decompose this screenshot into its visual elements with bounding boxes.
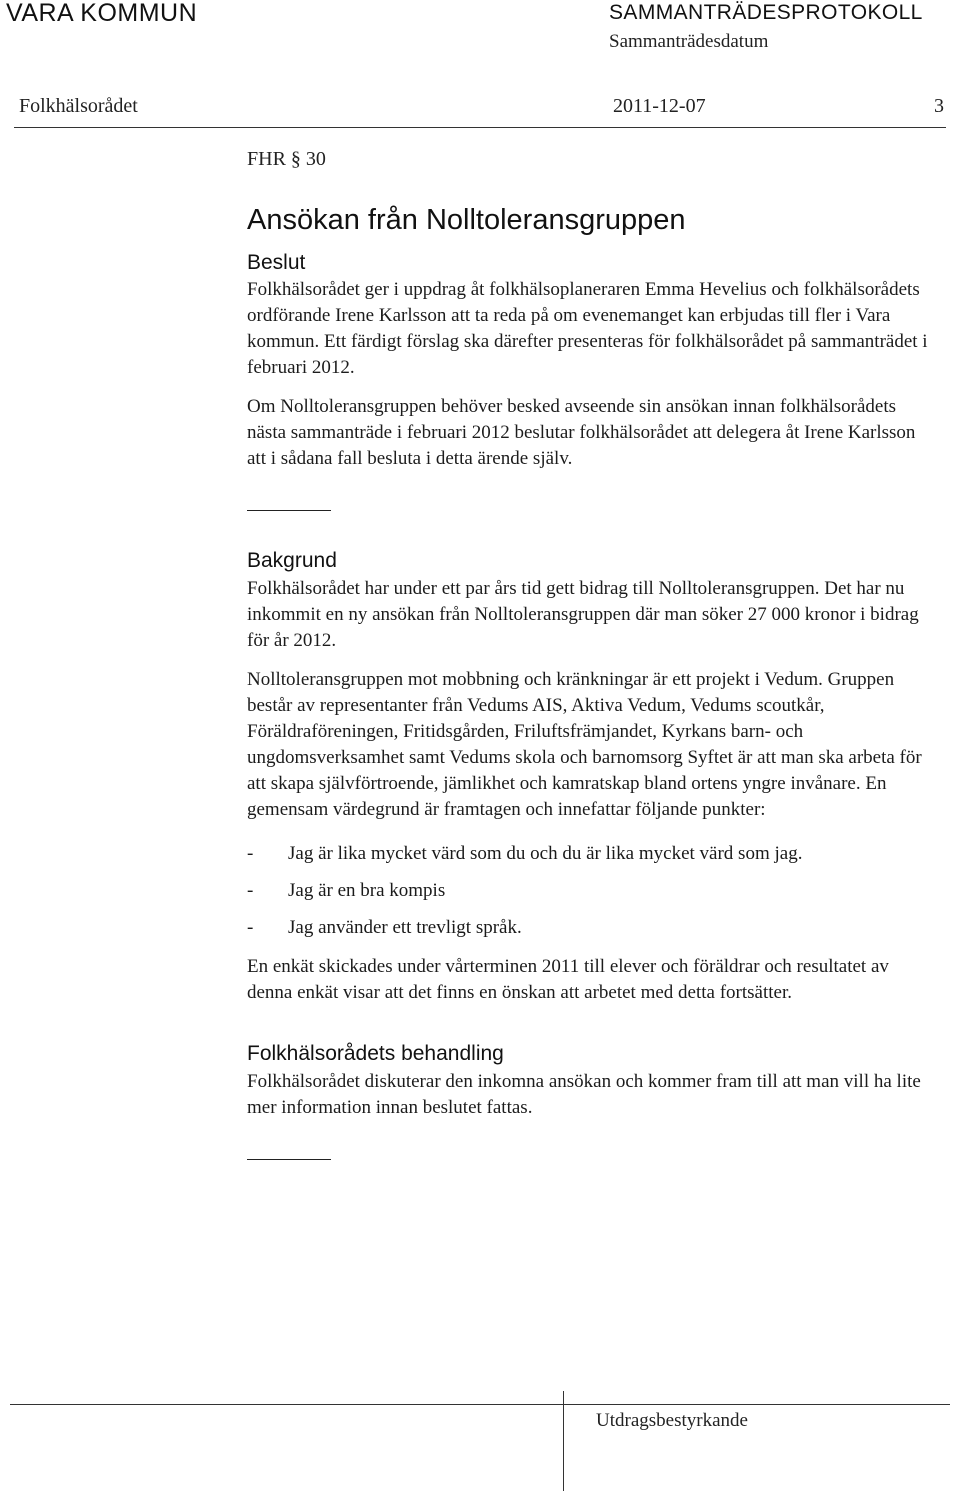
list-item [247,878,937,904]
section-divider [247,1159,331,1160]
meeting-date: 2011-12-07 [613,95,706,117]
page-number: 3 [934,95,944,117]
bullet-marker: - [247,880,254,901]
reference-prefix: FHR [247,148,286,170]
bakgrund-paragraph-1: Folkhälsorådet har under ett par års tid gett bidrag till Nolltoleransgruppen. Det har nu inkommit en ny ansökan från Nolltoleransgruppen där man söker 27 000 kronor i bidrag för år 2012. [247,578,919,651]
list-item-text: Jag är en bra kompis [288,880,446,901]
header-divider [14,127,946,128]
section-divider [247,510,331,511]
body-name: Folkhälsorådet [19,95,138,117]
reference-number: 30 [305,148,326,170]
meeting-date-label: Sammanträdesdatum [609,31,769,52]
beslut-paragraph-1: Folkhälsorådet ger i uppdrag åt folkhälsoplaneraren Emma Hevelius och folkhälsorådets ordförande Irene Karlsson att ta reda på om evenemanget kan erbjudas till fler i Vara kommun. Ett färdigt förslag ska därefter presenteras för folkhälsorådet på sammanträdet i februari 2012. [247,279,928,378]
meta-row [19,95,944,121]
document-type: SAMMANTRÄDESPROTOKOLL [609,1,923,24]
section-symbol: § [290,148,301,170]
beslut-paragraph-2: Om Nolltoleransgruppen behöver besked avseende sin ansökan innan folkhälsorådets nästa sammanträde i februari 2012 beslutar folkhälsorådet att delegera åt Irene Karlsson att i sådana fall besluta i detta ärende själv. [247,396,916,469]
value-list [247,841,937,941]
bakgrund-paragraph-2: Nolltoleransgruppen mot mobbning och kränkningar är ett projekt i Vedum. Gruppen består av representanter från Vedums AIS, Aktiva Vedum, Vedums scoutkår, Föräldraföreningen, Fritidsgården, Friluftsfrämjandet, Kyrkans barn- och ungdomsverksamhet samt Vedums skola och barnomsorg Syftet är att man ska arbeta för att skapa självförtroende, jämlikhet och kamratskap bland ortens yngre invånare. En gemensam värdegrund är framtagen och innefattar följande punkter: [247,669,922,820]
list-item [247,841,937,867]
list-item-text: Jag använder ett trevligt språk. [288,917,522,938]
bakgrund-paragraph-3: En enkät skickades under vårterminen 2011 till elever och föräldrar och resultatet av denna enkät visar att det finns en önskan att arbetet med detta fortsätter. [247,956,889,1003]
heading-behandling: Folkhälsorådets behandling [247,1042,504,1065]
heading-beslut: Beslut [247,251,306,274]
behandling-paragraph-1: Folkhälsorådet diskuterar den inkomna ansökan och kommer fram till att man vill ha lite mer information innan beslutet fattas. [247,1071,921,1118]
list-item [247,915,937,941]
footer-divider [10,1404,950,1405]
page-title: Ansökan från Nolltoleransgruppen [247,204,686,236]
bullet-marker: - [247,917,254,938]
heading-bakgrund: Bakgrund [247,549,337,572]
main-content [247,146,937,1160]
list-item-text: Jag är lika mycket värd som du och du är lika mycket värd som jag. [288,843,803,864]
bullet-marker: - [247,843,254,864]
paragraph-reference [247,146,937,172]
attestation-label: Utdragsbestyrkande [596,1410,748,1431]
organization-name: VARA KOMMUN [6,0,198,27]
footer-vertical-divider [563,1391,564,1491]
